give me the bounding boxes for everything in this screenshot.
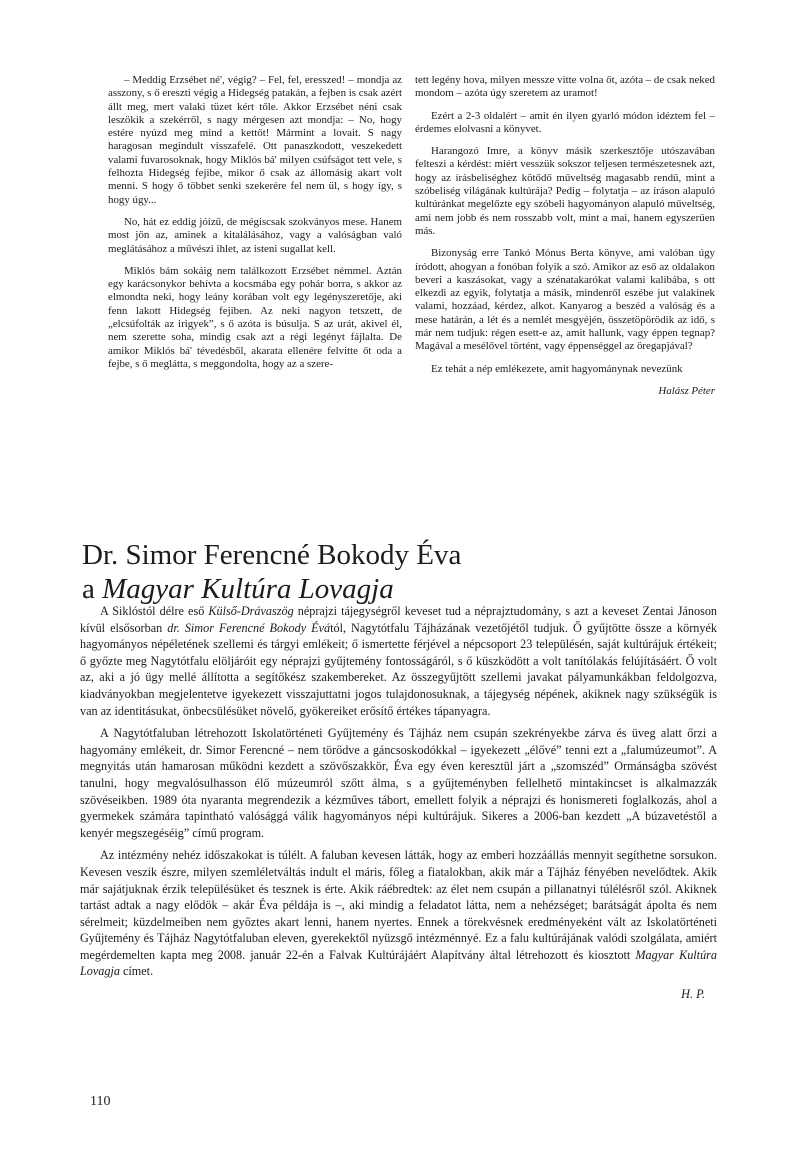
text-run: címet. (119, 964, 154, 979)
article-body (80, 603, 717, 1003)
text-run: A Siklóstól délre eső (100, 604, 209, 618)
paragraph: A Nagytótfaluban létrehozott Iskolatörténeti Gyűjtemény és Tájház nem csupán szekrényekbe zárva és üveg alatt őrzi a hagyomány emlékeit, dr. Simor Ferencné – nem törődve a gáncsoskodókkal – igyekezett „élővé” tenni ezt a „falumúzeumot”. A megnyitás után hamarosan működni kezdett a szövőszakkör, Éva egy éven keresztül járt a „szomszéd” Ormánságba szövést tanulni, hogy megvalósulhasson élő múzeumról szőtt álma, s a gyűjteményben fellelhető mintakincset is alkalmazzák szövéseikben. 1989 óta nyaranta megrendezik a kézműves tábort, emellett folyik a néprajzi és honismereti foglalkozás, ahol a gyermekek számára tapintható valósággá válik hagyományos népi kultúrájuk. Sikeres a 2006-ban kezdett „A búzavetéstől a kenyér megszegéséig” című program. (80, 726, 717, 840)
article-signature: H. P. (681, 987, 705, 1002)
paragraph: Harangozó Imre, a könyv másik szerkesztője utószavában felteszi a kérdést: miért vesszük sokszor teljesen természetesnek azt, hogy az írásbeliséghez kötődő műveltség magasabb rendű, mint a szóbeliség világának kultúrája? Pedig – folytatja – az íráson alapuló kultúránkat megelőzte egy szóbeli hagyományon alapuló műveltség, ami nem jobb és nem rosszabb volt, mint a mai, hanem egyszerűen más. (415, 145, 715, 237)
text-run: néprajzi tájegységről keveset tud a néprajztudomány, s azt a keveset Zentai Jánoson kívül elsősorban (80, 604, 718, 635)
text-run-italic: Magyar Kultúra Lovagja (80, 947, 717, 979)
text-run: Az intézmény nehéz időszakokat is túlélt. A faluban kevesen látták, hogy az emberi hozzáállás mennyit segíthetne sorsukon. Kevesen veszik észre, milyen szemléletváltás indult el máris, főleg a fiatalokban, akik már a Tájház fényében nevelődtek. Akik már sajátjuknak érzik településüket és tesznek is érte. Akik ráébredtek: az élet nem csupán a pillanatnyi túlélésről szól. Akiknek tartást adtak a nagy elődök – akár Éva példája is –, aki mindig a feladatot látta, nem a nehézséget; barátságát ápolta és nem sérelmeit; küzdelmeiben nem győztes akart lenni, hanem nyertes. Ennek a törekvésnek eredményeként vált az Iskolatörténeti Gyűjtemény és Tájház Nagytótfaluban eleven, gyerekektől nyüzsgő intézménnyé. Ez a falu kultúrájának valódi szolgálata, amiért megérdemelten kapta meg 2008. január 22-én a Falvak Kultúrájáért Alapítvány által létrehozott és kiosztott (80, 848, 717, 962)
paragraph: Ezért a 2-3 oldalért – amit én ilyen gyarló módon idéztem fel – érdemes elolvasni a könyvet. (415, 109, 715, 135)
left-text-column (108, 74, 402, 380)
text-run-italic: dr. Simor Ferencné Bokody Évá (167, 620, 331, 635)
right-text-column (415, 74, 715, 407)
article-heading (82, 538, 722, 606)
heading-title-italic: Magyar Kultúra Lovagja (102, 573, 394, 605)
paragraph (80, 603, 717, 719)
heading-line-2 (82, 572, 722, 606)
heading-prefix: a (82, 573, 103, 605)
paragraph (80, 847, 717, 980)
paragraph: tett legény hova, milyen messze vitte volna őt, azóta – de csak neked mondom – azóta úgy szeretem az uramot! (415, 74, 715, 100)
paragraph: Ez tehát a nép emlékezete, amit hagyománynak nevezünk (431, 362, 683, 375)
paragraph: Miklós bám sokáig nem találkozott Erzsébet némmel. Aztán egy karácsonykor behívta a kocsmába egy pohár borra, s akkor az elmondta neki, hogy leány korában volt egy legényszeretője, aki fenn lakott Hidegség fejiben. Az neki nagyon tetszett, de „elcsúfolták az irigyek”, s ő azóta is búsulja. S az urát, akivel él, nem szerette soha, mindig csak azt a régi legényt fájlalta. De amikor Miklós bá' tévedésből, akarata ellenére felvitte őt oda a fejbe, s ő meglátta, s meggondolta, hogy az a szere- (108, 264, 402, 370)
author-signature: Halász Péter (658, 384, 715, 397)
text-run: tól, Nagytótfalu Tájházának vezetőjétől tudjuk. Ő gyűjtötte össze a környék hagyományos népéletének szellemi és tárgyi emlékeit; ő ismertette férjével a népcsoport 23 településén, saját kultúrájuk értékeit; ő győzte meg Nagytótfalu elöljáróit egy néprajzi gyűjtemény fontosságáról, s ő küszködött a volt tanítólakás felújításáért. Ő volt az, aki a jó ügy mellé állította a segítőkész szakembereket. Az összegyűjtött szellemi javakat pályamunkákban feldolgozva, kiadványokban megjelentetve igyekezett visszajuttatni jogos tulajdonosuknak, a tájegység népének, akiknek nagy szükségük is van az identitásukat, önbecsülésüket növelő, gyökereiket erősítő értékes tápanyagra. (80, 620, 717, 718)
page-number: 110 (90, 1094, 111, 1109)
paragraph: – Meddig Erzsébet né', végig? – Fel, fel, eresszed! – mondja az asszony, s ő ereszti végig a Hidegség patakán, a fejben is csak azért állt meg, mert valaki tüzet kért tőle. Akkor Erzsébet néni csak leszökik a szekérről, s nagy mérgesen azt mondja: – No, hogy estére nyúzd meg mind a kettőt! Mármint a lovait. S nagy haragosan megindult visszafelé. Ott panaszkodott, veszekedett valami fuvarosoknak, hogy Miklós bá' milyen csúfságot tett vele, s felhozta Hidegség fejibe, mikor ő csak az állomásig akart volt menni. S hogy ő többet senki szekerére fel nem ül, s hogy így, s hogy úgy... (108, 74, 402, 206)
paragraph: Bizonyság erre Tankó Mónus Berta könyve, ami valóban úgy íródott, ahogyan a fonóban folyik a szó. Amikor az eső az oldalakon beveri a kaszásokat, vagy a szénatakarókat valami kalibába, s ott elkezdi az egyik, folytatja a másik, mindenről eszébe jut valakinek valami, hozzáad, kérdez, alkot. Kanyarog a beszéd a valóság és a mese határán, a lét és a nemlét mesgyéjén, összetöpörödik az idő, s már nem tudjuk: régen esett-e az, amit hallunk, vagy éppen tegnap? Magával a mesélővel történt, vagy éppenséggel az öregapjával? (415, 247, 715, 353)
text-run-italic: Külső-Drávaszög (208, 604, 294, 618)
heading-line-1: Dr. Simor Ferencné Bokody Éva (82, 539, 462, 571)
paragraph: No, hát ez eddig jóízű, de mégiscsak szokványos mese. Hanem most jön az, aminek a kitalálásához, vagy a valóságban való meglátásához a művészi ihlet, az isteni sugallat kell. (108, 215, 402, 255)
